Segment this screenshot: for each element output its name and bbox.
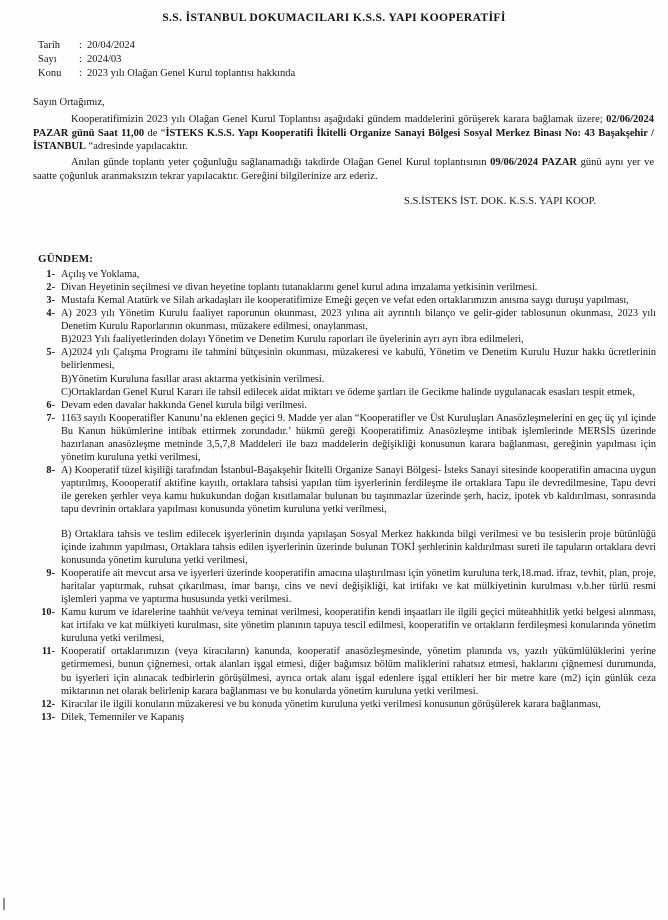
agenda-item-paragraph: A) 2023 yılı Yönetim Kurulu faaliyet raporunun okunması, 2023 yılına ait ayrıntılı bilanço ve gelir-gider tablosunun okunması, 2023 yılı Denetim Kurulu Raporlarının okunması, müzakere edilmesi, onaylanması, [61,308,656,333]
salutation: Sayın Ortağımız, [33,96,105,108]
meta-value-number: 2024/03 [87,54,122,66]
agenda-item-paragraph: Kooperatif ortaklarımızın (veya kiracıların) kanunda, kooperatif anasözleşmesinde, yönetim planında vs, yazılı yükümlülüklerini yerine getirmemesi, bunun çiğnemesi, ortak alanları işgal etmesi, diğer bağımsız bölüm maliklerini rahatsız etmesi, haklarını çiğnemesi durumunda, bu işyerleri için alınacak tedbirlerin görüşülmesi, ayrıca ortak alanı işgal edenlere işgal ettikleri her bir metre kare (m2) için günlük ceza miktarının net olarak belirlenip karara bağlanması ve bu konularda yönetim kuruluna yetki verilmesi. [61,646,656,697]
meta-row-number [38,53,668,67]
agenda-item-paragraph: Dilek, Temenniler ve Kapanış [61,711,185,723]
agenda-item [38,294,656,307]
agenda-heading: GÜNDEM: [38,252,94,265]
agenda-item-number: 5- [46,347,55,359]
agenda-item-paragraph: 1163 sayılı Kooperatifler Kanunu’na eklenen geçici 9. Madde yer alan “Kooperatifler ve Üst Kuruluşları Anasözleşmelerini en geç üç yıl içinde Bu Kanun hükümlerine intibak ettirmek zorundadır.’ hükmü gereği Kooperatifimiz Anasözleşme intibak işlemlerinde MERSİS üzerinde hazırlanan anasözleşme metninde 3,5,7,8 Maddeleri ile bazı maddelerin değişikliği konusunun karara bağlanması, gereğinin yapılması için yönetim kuruluna yetki verilmesi, [61,412,656,464]
agenda-item-text [61,711,656,724]
agenda-item-text [61,464,656,567]
agenda-item-paragraph: Kooperatife ait mevcut arsa ve işyerleri üzerinde kooperatifin amacına ulaştırılması için yönetim kuruluna terk,18.mad. ifraz, tevhit, plan, proje, haritalar yaptırmak, ruhsat çıkarılması, imar barışı, cins ve nevi değişikliği, kat irtifakı ve kat mülkiyetinin kurulması v.b.her türlü resmi işlemleri yapma ve yaptırma hususunda yetki verilmesi. [61,567,656,606]
meta-colon-number: : [79,54,82,66]
agenda-item-text [61,399,656,412]
agenda-item-text [61,698,656,711]
agenda-item-paragraph: C)Ortaklardan Genel Kurul Kararı ile tahsil edilecek aidat miktarı ve ödeme şartları ile Gecikme halinde uygulanacak esasları tespit etmek, [61,386,635,398]
agenda-item-number: 4- [46,308,55,320]
agenda-item [38,567,656,606]
agenda-item-text [61,294,656,307]
scan-artifact-mark [3,898,5,910]
paragraph2-part1: Anılan günde toplantı yeter çoğunluğu sağlanamadığı takdirde Olağan Genel Kurul toplantısının [71,156,491,168]
agenda-item-text [61,346,656,398]
agenda-item-paragraph: Kamu kurum ve idarelerine taahhüt ve/veya teminat verilmesi, kooperatifin kendi inşaatları ile ilgili geçici müteahhitlik yetki belgesi alınması, kat irtifakı ve kat mülkiyeti kurulması, site yönetim planının tapuya tescil edilmesi, kooperatifin ve ortakların ferdileşmesi konularında yönetim kuruluna yetki verilmesi, [61,607,656,645]
meta-label-number: Sayı [38,54,57,66]
agenda-item-paragraph: Kiracılar ile ilgili konuların müzakeresi ve bu konuda yönetim kuruluna yetki verilmesi konusunun görüşülerek karara bağlanması, [61,698,601,710]
meta-label-subject: Konu [38,68,62,80]
agenda-item-paragraph: A) Kooperatif tüzel kişiliği tarafından İstanbul-Başakşehir İkitelli Organize Sanayi Bölgesi- İsteks Sanayi sitesinde kooperatifin amacına uygun yaptırılmış, Koooperatif aktifine kayıtlı, ortaklara tahsisi yapılan tüm işyerlerinin ferdileşme ile ortaklara Tapu ile devredilmesine, Tapu devri ile gereken şerhler veya kamu hukukundan doğan kısıtlamalar bulunan bu taşınmazlar üzerinde şerh, haciz, ipotek vb kaldırılması, sonrasında tapu devrinin ortaklara yapılması konusunda yönetim kuruluna yetki verilmesi, [61,465,656,516]
agenda-list [38,268,656,724]
agenda-item [38,606,656,645]
agenda-item-paragraph: B) Ortaklara tahsis ve teslim edilecek işyerlerinin dışında yapılaşan Sosyal Merkez hakkında bilgi verilmesi ve bu tesislerin proje bütünlüğü içinde izahının yapılması, Ortaklara tahsis edilen işyerlerinin üzerinde bulunan TOKİ şerhlerinin kaldırılması sureti ile tapuların ortaklara devri konusunda yönetim kuruluna yetki verilmesi, [61,528,656,566]
paragraph1-part3: “adresinde yapılacaktır. [85,141,188,153]
agenda-item-text [61,567,656,606]
agenda-item-text [61,412,656,464]
body-paragraph-2 [33,156,654,183]
agenda-item-text [61,645,656,697]
agenda-item [38,346,656,398]
agenda-section [0,253,668,724]
meta-value-subject: 2023 yılı Olağan Genel Kurul toplantısı hakkında [87,68,296,80]
agenda-item-paragraph: Divan Heyetinin seçilmesi ve divan heyetine toplantı tutanaklarını genel kurul adına imzalama yetkisinin verilmesi. [61,281,538,293]
agenda-item [38,412,656,464]
agenda-item-number: 10- [41,607,55,619]
paragraph2-bold-fallback-date: 09/06/2024 PAZAR [490,156,578,168]
agenda-item-paragraph: Açılış ve Yoklama, [61,268,140,280]
agenda-item-number: 6- [46,399,55,411]
letterhead-meta [0,39,668,82]
agenda-item-text [61,606,656,645]
paragraph1-bold-venue: İSTEKS K.S.S. Yapı Kooperatifi İkitelli Organize Sanayi Bölgesi Sosyal Merkez Binası No: 43 Başakşehir / İSTANBUL [33,127,654,153]
meta-row-subject [38,67,668,81]
agenda-item [38,399,656,412]
agenda-item-text [61,307,656,346]
letter-body [0,96,668,209]
agenda-item-paragraph: B)2023 Yılı faaliyetlerinden dolayı Yönetim ve Denetim Kurulu raporları ile üyelerinin ayrı ayrı ibra edilmeleri, [61,334,524,346]
agenda-item-number: 11- [41,646,55,658]
agenda-item [38,307,656,346]
agenda-item-text [61,268,656,281]
agenda-item-number: 9- [46,567,55,579]
agenda-item-paragraph: A)2024 yılı Çalışma Programı ile tahmini bütçesinin okunması, müzakeresi ve kabulü, Yönetim ve Denetim Kurulu Huzur hakkı ücretlerinin belirlenmesi, [61,347,656,372]
agenda-item-paragraph: Mustafa Kemal Atatürk ve Silah arkadaşları ile kooperatifimize Emeği geçen ve vefat eden ortaklarımızın anısına saygı duruşu yapılması, [61,294,629,306]
signature-line: S.S.İSTEKS İST. DOK. K.S.S. YAPI KOOP. [403,195,596,208]
meta-colon-date: : [79,40,82,51]
agenda-item-text [61,281,656,294]
agenda-item [38,645,656,697]
paragraph1-bold-meeting-datetime: 02/06/2024 PAZAR günü Saat 11,00 [33,114,654,139]
meta-colon-subject: : [79,68,82,80]
paragraph1-part1: Kooperatifimizin 2023 yılı Olağan Genel Kurul Toplantısı aşağıdaki gündem maddelerini görüşerek karara bağlamak üzere; [71,114,607,126]
agenda-item [38,281,656,294]
agenda-item [38,698,656,711]
agenda-item [38,464,656,567]
page-title: S.S. İSTANBUL DOKUMACILARI K.S.S. YAPI KOOPERATİFİ [162,11,506,24]
agenda-item-number: 8- [46,465,55,477]
paragraph1-part2: de “ [144,127,166,139]
agenda-item-paragraph: B)Yönetim Kuruluna fasıllar arası aktarma yetkisinin verilmesi. [61,373,325,385]
meta-value-date: 20/04/2024 [87,40,135,51]
agenda-item-number: 12- [41,698,55,710]
agenda-item-number: 1- [46,268,55,280]
meta-row-date [38,39,668,53]
meta-label-date: Tarih [38,40,61,51]
agenda-item-number: 2- [46,281,55,293]
agenda-item-number: 7- [46,412,55,424]
body-paragraph-1 [33,113,654,154]
paragraph2-part2: günü aynı yer ve saatte çoğunluk aranmaksızın tekrar yapılacaktır. Gereğini bilgilerinize arz ederiz. [33,156,654,182]
agenda-item [38,268,656,281]
agenda-item-number: 13- [41,711,55,723]
agenda-item-number: 3- [46,294,55,306]
agenda-item [38,711,656,724]
agenda-item-paragraph: Devam eden davalar hakkında Genel kurula bilgi verilmesi. [61,399,307,411]
